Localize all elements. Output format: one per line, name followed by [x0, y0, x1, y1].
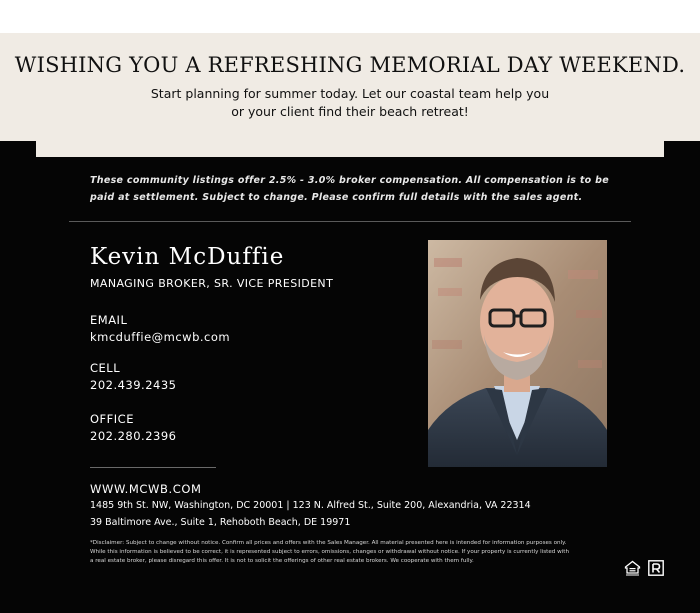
banner-headline: WISHING YOU A REFRESHING MEMORIAL DAY WEEKEND.: [14, 53, 686, 77]
equal-housing-opportunity-icon: [624, 560, 641, 577]
portrait-illustration: [428, 240, 607, 467]
website-link[interactable]: WWW.MCWB.COM: [90, 482, 202, 496]
contact-divider: [90, 467, 216, 468]
banner-subline-2: or your client find their beach retreat!: [231, 104, 469, 119]
agent-portrait-photo: [428, 240, 607, 467]
cell-phone-link[interactable]: 202.439.2435: [90, 378, 177, 392]
email-link[interactable]: kmcduffie@mcwb.com: [90, 330, 231, 344]
office-phone-link[interactable]: 202.280.2396: [90, 429, 177, 443]
realtor-icon: [648, 560, 664, 577]
greeting-banner-tab: [36, 141, 664, 157]
banner-subline-1: Start planning for summer today. Let our coastal team help you: [150, 86, 550, 101]
section-divider: [69, 221, 631, 222]
office-label: OFFICE: [90, 412, 134, 426]
office-addresses-line-2: 39 Baltimore Ave., Suite 1, Rehoboth Beach, DE 19971: [90, 517, 351, 528]
agent-title: MANAGING BROKER, SR. VICE PRESIDENT: [90, 277, 334, 290]
disclaimer-text: *Disclaimer: Subject to change without notice. Confirm all prices and offers with the Sales Manager. All material presented here is intended for information purposes only. While this information is believed to be correct, it is represented subject to errors, omissions, changes or withdrawal without notice. If your property is currently listed with a real estate broker, please disregard this offer. It is not to solicit the offerings of other real estate brokers. We cooperate with them fully.: [90, 540, 570, 565]
email-label: EMAIL: [90, 313, 128, 327]
office-addresses-line-1: 1485 9th St. NW, Washington, DC 20001 | 123 N. Alfred St., Suite 200, Alexandria, VA 22314: [90, 500, 531, 511]
agent-name: Kevin McDuffie: [90, 244, 285, 270]
cell-label: CELL: [90, 361, 121, 375]
compensation-note: These community listings offer 2.5% - 3.0% broker compensation. All compensation is to be paid at settlement. Subject to change. Please confirm full details with the sales agent.: [90, 175, 609, 203]
top-margin: [0, 0, 700, 33]
